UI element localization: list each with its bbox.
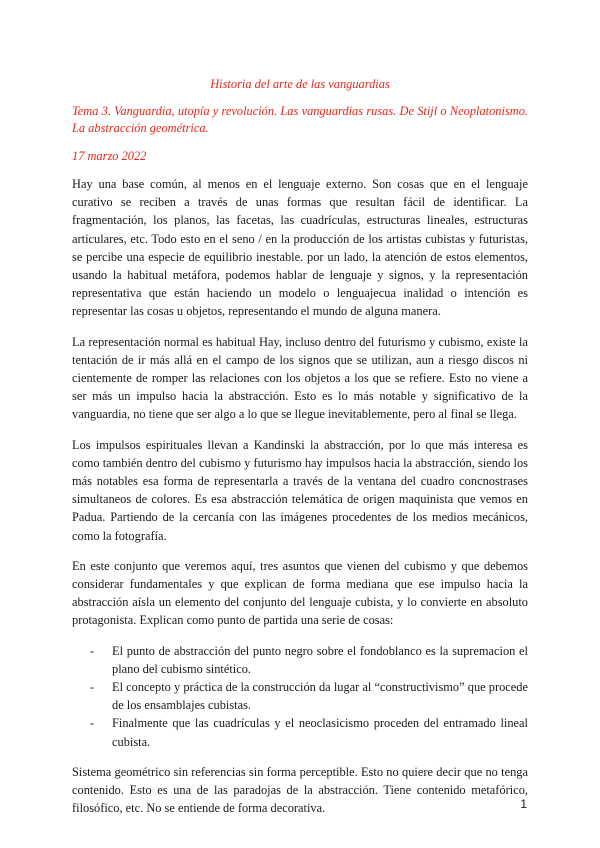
bullet-dash: - xyxy=(90,643,95,658)
body-paragraph: La representación normal es habitual Hay, incluso dentro del futurismo y cubismo, existe la tentación de ir más allá en el campo de los signos que se utilizan, aun a riesgo discos ni cientemente de romper las relaciones con los objetos a los que se refiere. Esto no viene a ser más un impulso hacia la abstracción. Esto es lo más notable y significativo de la vanguardia, no tiene que ser algo a lo que se llegue inevitablemente, pero al final se llega. xyxy=(72,334,528,422)
lecture-date: 17 marzo 2022 xyxy=(72,149,147,163)
body-paragraph: Hay una base común, al menos en el lenguaje externo. Son cosas que en el lenguaje curativo se reciben a través de unas formas que resultan fácil de identificar. La fragmentación, los planos, las facetas, las cuadrículas, estructuras lineales, estructuras articulares, etc. Todo esto en el seno / en la producción de los artistas cubistas y futuristas, se percibe una especie de equilibrio inestable. por un lado, la atención de estos elementos, usando la habitual metáfora, podemos hablar de lenguaje y signos, y la representación representativa que están haciendo un modelo o lenguajecua inalidad o intención es representar las cosas u objetos, representando el mundo de alguna manera. xyxy=(72,177,528,319)
bullet-text: Finalmente que las cuadrículas y el neoclasicismo proceden del entramado lineal cubista. xyxy=(112,716,528,749)
bullet-text: El punto de abstracción del punto negro sobre el fondoblanco es la supremacion el plano del cubismo sintético. xyxy=(112,643,528,676)
bullet-dash: - xyxy=(90,680,95,695)
page-number: 1 xyxy=(520,797,527,811)
bullet-item xyxy=(72,642,528,678)
bullet-list xyxy=(72,642,528,751)
topic-heading: Tema 3. Vanguardia, utopía y revolución. Las vanguardias rusas. De Stijl o Neoplatonismo. La abstracción geométrica. xyxy=(72,104,528,135)
body-paragraph: En este conjunto que veremos aquí, tres asuntos que vienen del cubismo y que debemos considerar fundamentales y que explican de forma mediana que ese impulso hacia la abstracción aísla un elemento del conjunto del lenguaje cubista, y lo convierte en absoluto protagonista. Explican como punto de partida una serie de cosas: xyxy=(72,558,528,628)
bullet-text: El concepto y práctica de la construcción da lugar al “constructivismo” que procede de los ensamblajes cubistas. xyxy=(112,680,528,713)
body-paragraph: Los impulsos espirituales llevan a Kandinski la abstracción, por lo que más interesa es como también dentro del cubismo y futurismo hay impulsos hacia la abstracción, siendo los más notables esa forma de representarla a través de la ventana del cuadro concnostrases simultaneos de colores. Es esa abstracción telemática de origen maquinista que vemos en Padua. Partiendo de la cercanía con las imágenes procedentes de los medios mecánicos, como la fotografía. xyxy=(72,437,528,543)
bullet-item xyxy=(72,714,528,750)
document-title: Historia del arte de las vanguardias xyxy=(210,77,390,91)
closing-paragraph: Sistema geométrico sin referencias sin forma perceptible. Esto no quiere decir que no tenga contenido. Esto es una de las paradojas de la abstracción. Tiene contenido metafórico, filosófico, etc. No se entiende de forma decorativa. xyxy=(72,764,528,816)
bullet-dash: - xyxy=(90,716,95,731)
bullet-item xyxy=(72,678,528,714)
